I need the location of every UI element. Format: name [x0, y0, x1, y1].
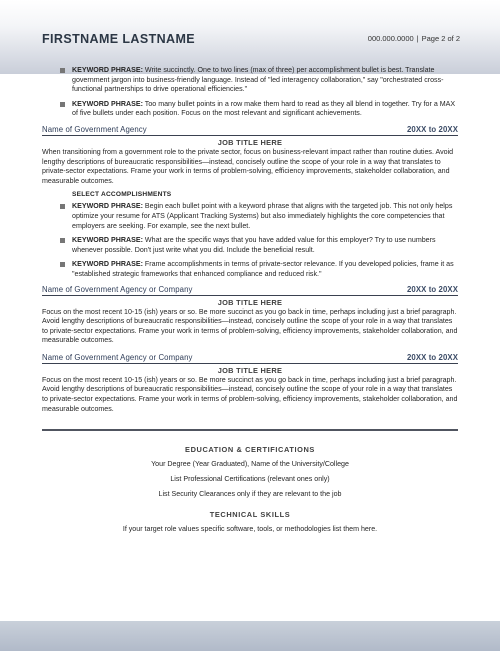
square-bullet-icon [60, 204, 65, 209]
square-bullet-icon [60, 262, 65, 267]
job-heading [42, 125, 458, 136]
job-title: JOB TITLE HERE [217, 137, 283, 147]
job-title: JOB TITLE HERE [217, 297, 283, 307]
job-dates: 20XX to 20XX [406, 352, 458, 362]
job-entry [42, 353, 458, 414]
list-item: KEYWORD PHRASE: Write succinctly. One to two lines (max of three) per accomplishment bullet is best. Translate government jargon into business-friendly language. Instead of "led interagency collaboration," say "orchestrated cross-functional partnerships to drive operational efficiencies." [72, 66, 458, 95]
list-item: KEYWORD PHRASE: What are the specific ways that you have added value for this employer? Try to use numbers whenever possible. Don't just write what you did. Include the beneficial result. [72, 236, 458, 255]
certifications-line: List Professional Certifications (relevant ones only) [170, 475, 330, 484]
accomplishment-bullets [42, 202, 458, 279]
phone-number: 000.000.0000 [367, 34, 414, 43]
page-footer-band [0, 621, 500, 651]
list-item: KEYWORD PHRASE: Begin each bullet point with a keyword phrase that aligns with the targeted job. This not only helps optimize your resume for ATS (Applicant Tracking Systems) but also immediately highlights the core competencies that employers are seeking. For example, see the next bullet. [72, 202, 458, 231]
candidate-name: FIRSTNAME LASTNAME [42, 32, 196, 46]
agency-name: Name of Government Agency or Company [42, 284, 193, 294]
job-description: When transitioning from a government role to the private sector, focus on business-relevant impact rather than routine duties. Avoid lengthy descriptions of bureaucratic responsibilities—instead, concisely outline the scope of your role in a way that translates to private-sector expectations. Frame your work in terms of problem-solving, efficiency improvements, stakeholder collaboration, and measurable outcomes. [42, 147, 454, 185]
skills-line: If your target role values specific software, tools, or methodologies list them here. [122, 525, 378, 534]
job-heading [42, 285, 458, 296]
job-description: Focus on the most recent 10-15 (ish) years or so. Be more succinct as you go back in time, perhaps including just a brief paragraph. Avoid lengthy descriptions of bureaucratic responsibilities—instead, concisely outline the scope of your role in a way that translates to private-sector expectations. Frame your work in terms of problem-solving, efficiency improvements, stakeholder collaboration, and measurable outcomes. [42, 307, 458, 345]
agency-name: Name of Government Agency or Company [42, 352, 193, 362]
agency-name: Name of Government Agency [42, 124, 147, 134]
job-heading [42, 353, 458, 364]
resume-body [42, 66, 458, 540]
job-entry [42, 125, 458, 280]
job-entry [42, 285, 458, 346]
square-bullet-icon [60, 102, 65, 107]
job-title: JOB TITLE HERE [217, 365, 283, 375]
clearances-line: List Security Clearances only if they are relevant to the job [158, 490, 342, 499]
list-item: KEYWORD PHRASE: Frame accomplishments in terms of private-sector relevance. If you developed policies, frame it as "established strategic frameworks that enhanced compliance and reduced risk." [72, 260, 458, 279]
page-header [0, 0, 500, 74]
section-divider [42, 429, 458, 431]
page-number: Page 2 of 2 [421, 34, 460, 43]
square-bullet-icon [60, 238, 65, 243]
skills-heading: TECHNICAL SKILLS [209, 510, 291, 520]
job-description: Focus on the most recent 10-15 (ish) years or so. Be more succinct as you go back in time, perhaps including just a brief paragraph. Avoid lengthy descriptions of bureaucratic responsibilities—instead, concisely outline the scope of your role in a way that translates to private-sector expectations. Frame your work in terms of problem-solving, efficiency improvements, stakeholder collaboration, and measurable outcomes. [42, 375, 458, 413]
degree-line: Your Degree (Year Graduated), Name of the University/College [151, 460, 349, 469]
square-bullet-icon [60, 68, 65, 73]
header-contact [368, 34, 460, 43]
job-dates: 20XX to 20XX [406, 124, 458, 134]
header-separator: | [416, 34, 419, 43]
continued-bullets [42, 66, 458, 119]
education-heading: EDUCATION & CERTIFICATIONS [185, 445, 315, 455]
list-item: KEYWORD PHRASE: Too many bullet points in a row make them hard to read as they all blend in together. Try for a MAX of five bullets under each position. Focus on the most relevant and significant achievements. [72, 100, 458, 119]
job-dates: 20XX to 20XX [406, 284, 458, 294]
accomplishments-label: SELECT ACCOMPLISHMENTS [72, 191, 172, 199]
